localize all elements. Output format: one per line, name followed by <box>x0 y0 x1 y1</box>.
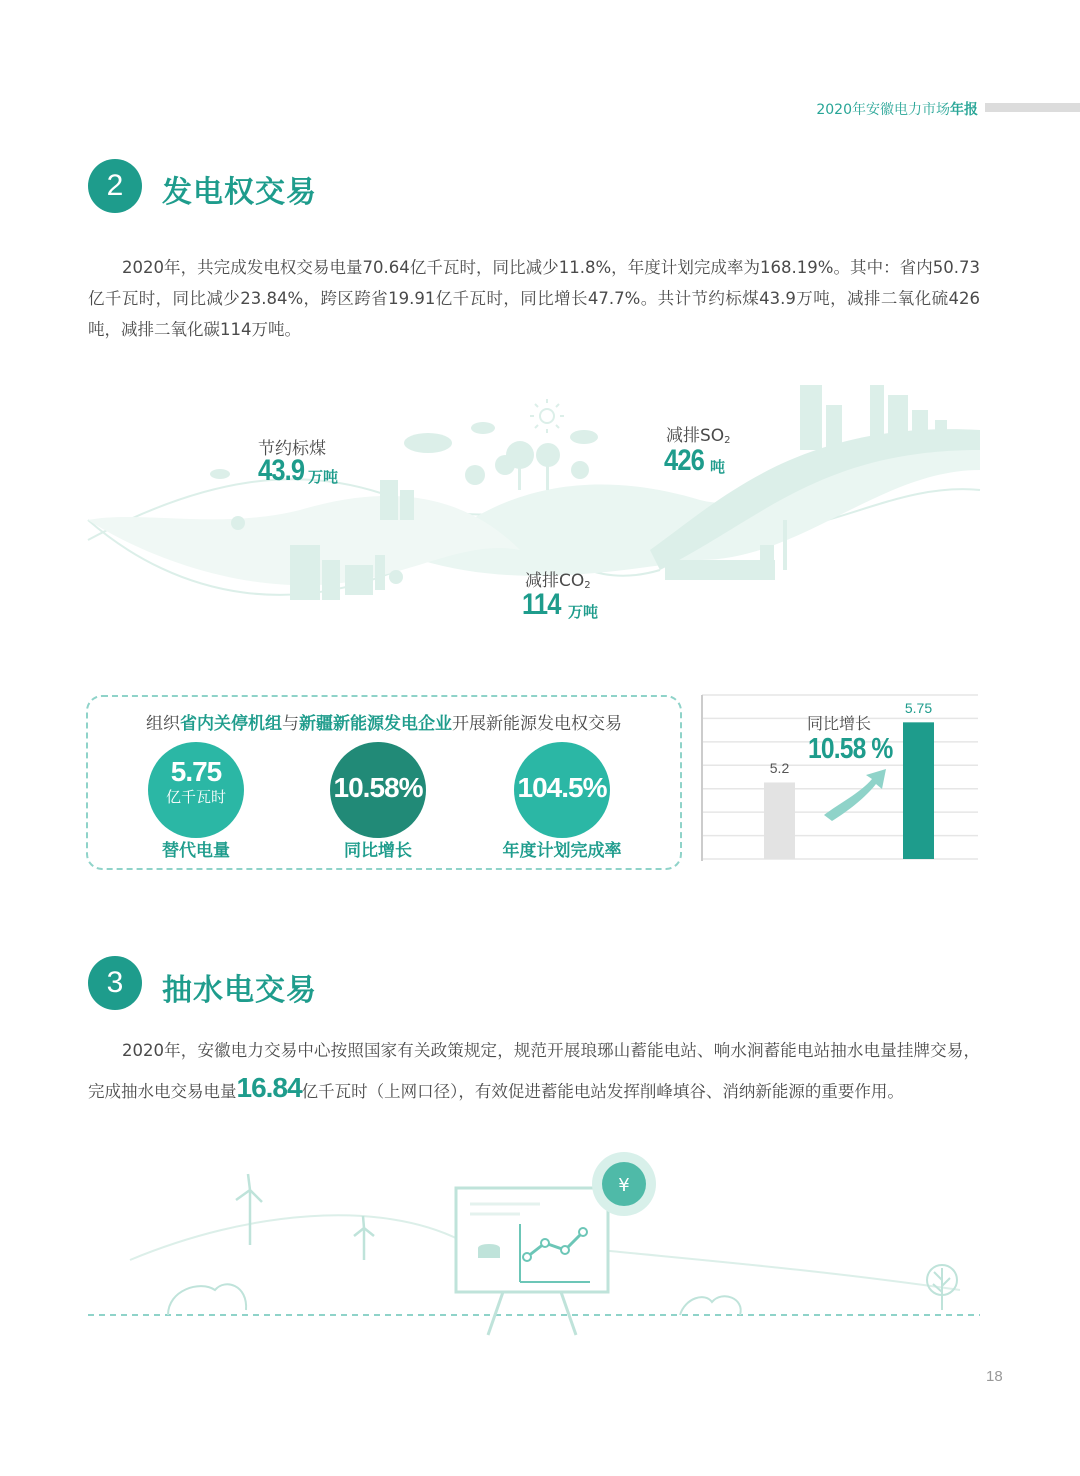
chart-bar <box>903 722 934 859</box>
page-number: 18 <box>986 1368 1003 1385</box>
section-number-badge: 3 <box>88 956 142 1010</box>
report-header-title: 2020年安徽电力市场年报 <box>816 102 978 118</box>
circle-growth <box>330 742 426 838</box>
stat-unit-co2: 万吨 <box>568 603 599 621</box>
stat-value-so2: 426 <box>664 444 705 477</box>
section-number-badge: 2 <box>88 159 142 213</box>
money-bag-icon <box>592 1152 656 1216</box>
stat-unit-so2: 吨 <box>710 458 726 476</box>
box-title: 组织省内关停机组与新疆新能源发电企业开展新能源发电权交易 <box>146 714 622 734</box>
circle-value: 10.58% <box>333 772 423 803</box>
caption-replaced-energy: 替代电量 <box>162 841 230 861</box>
stat-label-coal: 节约标煤 <box>258 439 326 459</box>
bar-value-label: 5.75 <box>904 700 933 717</box>
stat-value-coal: 43.9 <box>258 454 305 487</box>
sun-icon <box>530 399 564 433</box>
leaf-icon <box>927 1265 957 1310</box>
stat-label-co2: 减排$CO_2$ <box>525 571 591 591</box>
circle-replaced-energy <box>148 742 244 838</box>
stat-label-so2: 减排$SO_2$ <box>666 426 731 446</box>
section-paragraph: 2020年，共完成发电权交易电量70.64亿千瓦时，同比减少11.8%，年度计划完成率为168.19%。其中：省内50.73亿千瓦时，同比减少23.84%，跨区跨省19.91亿千瓦时，同比增长47.7%。共计节约标煤43.9万吨，减排二氧化硫426吨，减排二氧化碳114万吨。 <box>88 258 980 339</box>
line-chart-board-icon <box>456 1188 608 1335</box>
highlight-value: 16.84 <box>236 1072 302 1103</box>
circle-completion <box>514 742 610 838</box>
section-title: 抽水电交易 <box>162 973 317 1008</box>
section-title: 发电权交易 <box>162 175 317 210</box>
caption-growth: 同比增长 <box>344 841 412 861</box>
circle-unit: 亿千瓦时 <box>165 788 226 806</box>
growth-bar-chart <box>700 693 978 865</box>
coin-stack-icon <box>478 1244 500 1258</box>
stat-value-co2: 114 <box>522 588 561 621</box>
chart-title: 同比增长 <box>806 714 871 733</box>
circle-value: 5.75 <box>170 756 222 787</box>
section-paragraph: 2020年，安徽电力交易中心按照国家有关政策规定，规范开展琅琊山蓄能电站、响水涧蓄能电站抽水电量挂牌交易，完成抽水电交易电量16.84亿千瓦时（上网口径），有效促进蓄能电站发挥削峰填谷、消纳新能源的重要作用。 <box>88 1041 980 1103</box>
pumped-storage-illustration <box>0 1150 1080 1350</box>
svg-text:¥: ¥ <box>618 1175 630 1196</box>
chart-annotation: 10.58 % <box>808 733 893 765</box>
circle-value: 104.5% <box>517 772 607 803</box>
caption-completion: 年度计划完成率 <box>502 841 622 861</box>
stat-unit-coal: 万吨 <box>308 468 339 486</box>
chart-bar <box>764 782 795 859</box>
bar-value-label: 5.2 <box>769 760 790 777</box>
up-arrow-icon <box>824 769 886 821</box>
